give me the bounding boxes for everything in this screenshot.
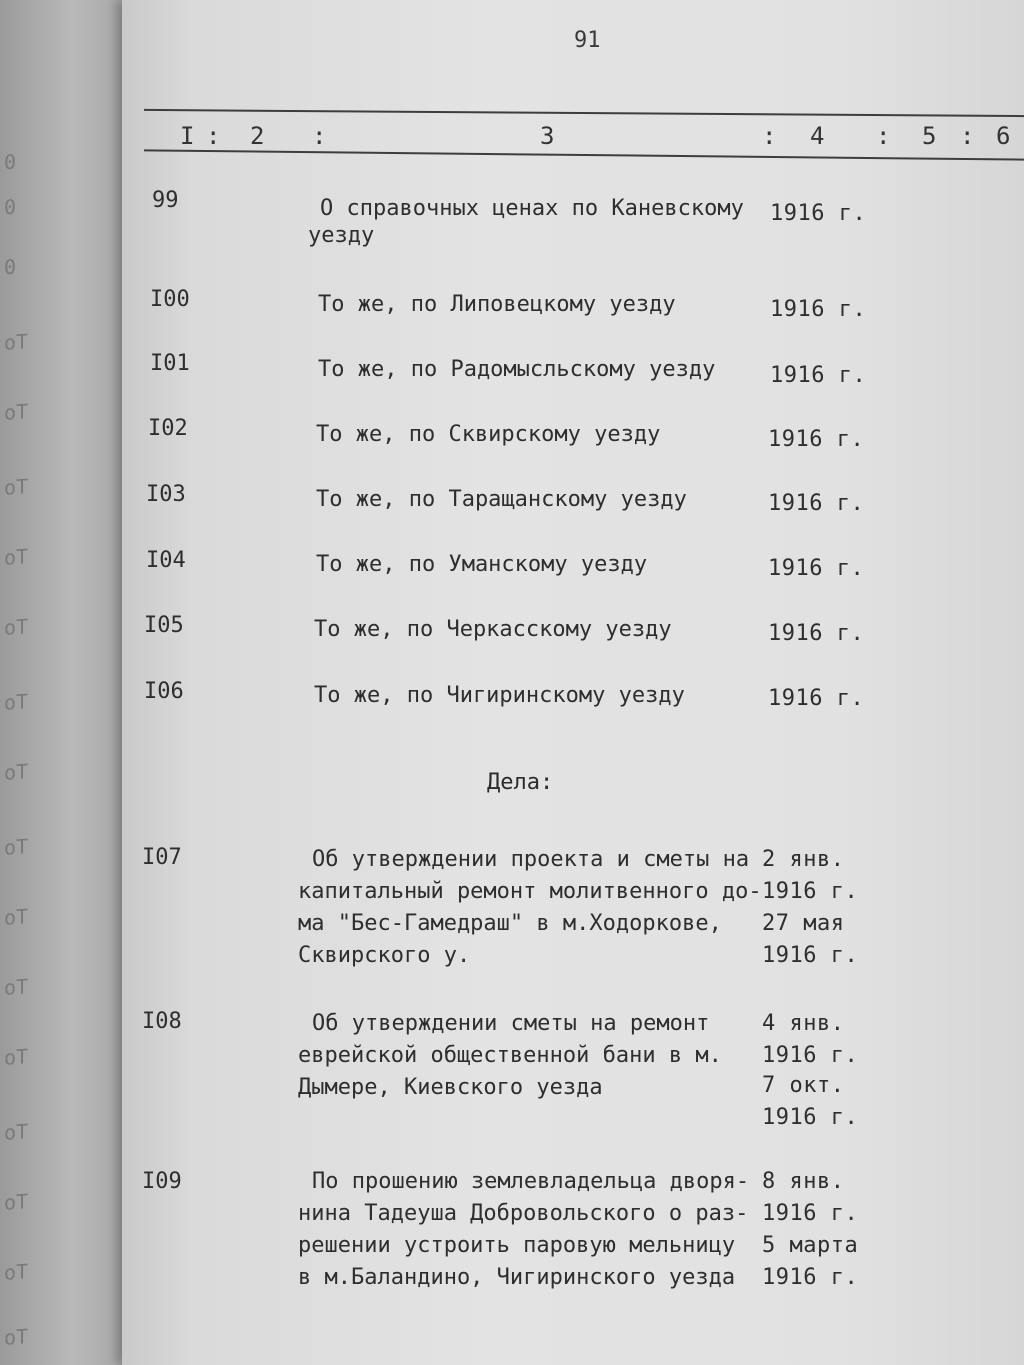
prev-page-mark: оТ [4,399,29,425]
prev-page-mark: оТ [4,1044,29,1070]
entry-date: 1916 г. [768,621,865,646]
prev-page-mark: оТ [4,1189,29,1215]
previous-page-edge [0,0,130,1365]
entry-text-line: капитальный ремонт молитвенного до- [298,879,762,904]
header-col-5: 5 [922,122,937,150]
entry-text-line: Об утверждении проекта и сметы на [312,847,750,872]
entry-text-line: нина Тадеуша Добровольского о раз- [298,1201,749,1226]
prev-page-mark: 0 [4,194,17,220]
entry-text-line: То же, по Таращанскому уезду [316,487,687,512]
entry-text-line: Дымере, Киевского уезда [298,1075,603,1100]
entry-text-line: То же, по Уманскому уезду [316,552,648,577]
entry-number: I06 [144,679,184,704]
entry-text-line: уезду [308,223,375,248]
entry-date: 1916 г. [770,363,867,388]
header-separator: : [876,122,891,150]
entry-text-line: ма "Бес-Гамедраш" в м.Ходоркове, [298,911,722,936]
entry-date: 1916 г. [768,686,865,711]
entry-number: I04 [146,548,186,573]
prev-page-mark: оТ [4,329,29,355]
entry-text-line: То же, по Липовецкому уезду [318,292,676,317]
prev-page-mark: оТ [4,1119,29,1145]
header-separator: : [960,122,975,150]
entry-date: 7 окт. [762,1073,845,1098]
entry-text-line: решении устроить паровую мельницу [298,1233,736,1258]
entry-text-line: То же, по Радомысльскому уезду [318,357,716,382]
header-bottom-rule [144,149,1024,160]
entry-text-line: Сквирского у. [298,943,471,968]
header-top-rule [144,109,1024,117]
entry-text-line: еврейской общественной бани в м. [298,1043,722,1068]
entry-date: 2 янв. [762,847,845,872]
entry-date: 1916 г. [768,427,865,452]
header-col-1: I [180,122,195,150]
entry-number: I09 [142,1169,182,1194]
entry-date: 1916 г. [762,1105,859,1130]
header-separator: : [762,122,777,150]
prev-page-mark: оТ [4,759,29,785]
prev-page-mark: оТ [4,974,29,1000]
entry-text-line: в м.Баландино, Чигиринского уезда [298,1265,736,1290]
entry-number: I02 [148,416,188,441]
entry-text-line: То же, по Сквирскому уезду [316,422,661,447]
header-separator: : [312,122,327,150]
entry-text-line: То же, по Чигиринскому уезду [314,683,685,708]
header-col-6: 6 [996,122,1011,150]
entry-date: 1916 г. [770,201,867,226]
entry-number: 99 [152,188,179,213]
document-page [122,0,1024,1365]
entry-date: 1916 г. [762,879,859,904]
prev-page-mark: оТ [4,1324,29,1350]
entry-date: 1916 г. [762,1043,859,1068]
prev-page-mark: оТ [4,614,29,640]
entry-date: 1916 г. [770,297,867,322]
entry-date: 4 янв. [762,1011,845,1036]
header-col-2: 2 [250,122,265,150]
header-col-4: 4 [810,122,825,150]
entry-date: 1916 г. [762,943,859,968]
prev-page-mark: 0 [4,149,17,175]
entry-text-line: То же, по Черкасскому уезду [314,617,672,642]
page-number: 91 [574,28,601,53]
entry-number: I01 [150,351,190,376]
prev-page-mark: оТ [4,474,29,500]
entry-number: I08 [142,1009,182,1034]
section-title: Дела: [487,770,554,795]
entry-date: 8 янв. [762,1169,845,1194]
header-col-3: 3 [540,122,555,150]
entry-date: 27 мая [762,911,845,936]
prev-page-mark: оТ [4,904,29,930]
entry-text-line: Об утверждении сметы на ремонт [312,1011,710,1036]
entry-date: 1916 г. [768,491,865,516]
entry-text-line: По прошению землевладельца дворя- [312,1169,750,1194]
prev-page-mark: оТ [4,1259,29,1285]
prev-page-mark: оТ [4,834,29,860]
entry-number: I05 [144,613,184,638]
prev-page-mark: оТ [4,544,29,570]
entry-number: I07 [142,845,182,870]
entry-date: 1916 г. [762,1201,859,1226]
entry-number: I00 [150,287,190,312]
prev-page-mark: 0 [4,254,17,280]
header-separator: : [206,122,221,150]
entry-date: 1916 г. [762,1265,859,1290]
entry-number: I03 [146,482,186,507]
entry-date: 1916 г. [768,556,865,581]
prev-page-mark: оТ [4,689,29,715]
entry-text-line: О справочных ценах по Каневскому [320,196,744,221]
entry-date: 5 марта [762,1233,859,1258]
